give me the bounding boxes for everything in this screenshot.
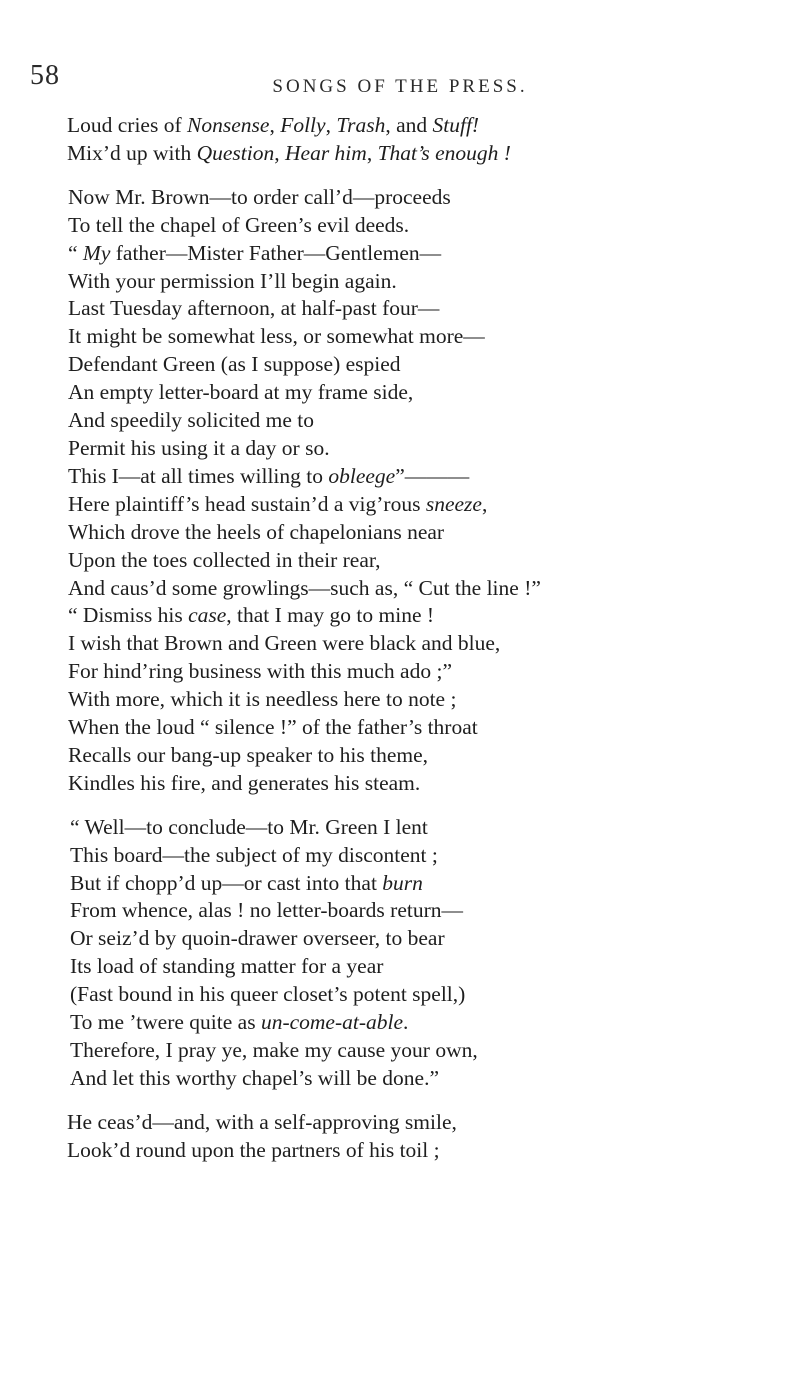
text-segment: With more, which it is needless here to note ;: [68, 687, 457, 712]
poem-line: [0, 140, 800, 168]
text-segment: Upon the toes collected in their rear,: [68, 547, 381, 572]
text-segment: ,: [366, 140, 378, 165]
poem-line: [0, 1037, 800, 1065]
italic-text: un-come-at-able: [260, 1010, 404, 1035]
text-segment: “ Dismiss his: [68, 603, 189, 628]
text-segment: Look’d round upon the partners of his toil ;: [67, 1137, 440, 1162]
poem-line: [0, 658, 800, 686]
poem-line: [0, 1065, 800, 1093]
text-segment: ”———: [395, 463, 470, 488]
text-segment: I wish that Brown and Green were black and blue,: [68, 631, 501, 656]
text-segment: Mix’d up with: [67, 140, 197, 165]
text-segment: ,: [325, 113, 337, 137]
text-segment: And let this worthy chapel’s will be done.”: [70, 1065, 440, 1090]
italic-text: That’s enough !: [377, 140, 511, 165]
text-segment: Kindles his fire, and generates his steam.: [68, 770, 421, 795]
italic-text: Question: [196, 140, 275, 165]
text-segment: Therefore, I pray ye, make my cause your own,: [70, 1038, 478, 1062]
text-segment: Its load of standing matter for a year: [70, 954, 384, 979]
poem-line: [0, 742, 800, 770]
text-segment: To tell the chapel of Green’s evil deeds.: [68, 212, 410, 237]
stanza: [0, 112, 800, 168]
italic-text: sneeze: [425, 491, 482, 516]
text-segment: “ Well—to conclude—to Mr. Green I lent: [70, 814, 428, 839]
text-segment: , and: [385, 113, 433, 137]
poem-line: [0, 295, 800, 323]
poem-line: [0, 897, 800, 925]
poem-line: [0, 870, 800, 898]
poem-line: [0, 491, 800, 519]
poem-line: [0, 240, 800, 268]
text-segment: , that I may go to mine !: [226, 603, 435, 628]
text-segment: Defendant Green (as I suppose) espied: [68, 352, 401, 377]
poem-line: [0, 519, 800, 547]
poem-line: [0, 351, 800, 379]
stanza: [0, 814, 800, 1093]
running-head: SONGS OF THE PRESS.: [272, 76, 528, 97]
italic-text: Hear him: [285, 140, 367, 165]
text-segment: ,: [274, 140, 285, 165]
text-segment: This board—the subject of my discontent ;: [70, 842, 438, 867]
poem-line: [0, 842, 800, 870]
poem-line: [0, 435, 800, 463]
italic-text: case: [188, 603, 227, 628]
text-segment: And caus’d some growlings—such as, “ Cut the line !”: [68, 575, 541, 600]
text-segment: (Fast bound in his queer closet’s potent spell,): [70, 982, 466, 1007]
poem-line: [0, 1109, 800, 1137]
text-segment: It might be somewhat less, or somewhat more—: [68, 324, 485, 349]
text-segment: From whence, alas ! no letter-boards return—: [70, 898, 464, 923]
text-segment: He ceas’d—and, with a self-approving smile,: [67, 1109, 457, 1134]
text-segment: Recalls our bang-up speaker to his theme,: [68, 742, 429, 767]
poem-line: [0, 1137, 800, 1165]
poem-line: [0, 925, 800, 953]
poem-line: [0, 630, 800, 658]
text-segment: ,: [269, 113, 281, 137]
italic-text: obleege: [328, 463, 396, 488]
page-number: 58: [30, 60, 60, 91]
text-segment: Which drove the heels of chapelonians near: [68, 519, 445, 544]
text-segment: ,: [481, 491, 488, 516]
text-segment: “: [68, 240, 83, 265]
text-segment: Loud cries of: [67, 113, 188, 137]
text-segment: For hind’ring business with this much ado ;”: [68, 659, 452, 684]
poem-line: [0, 212, 800, 240]
poem-line: [0, 463, 800, 491]
poem-line: [0, 184, 800, 212]
poem-line: [0, 602, 800, 630]
poem-line: [0, 814, 800, 842]
text-segment: Here plaintiff’s head sustain’d a vig’rous: [68, 491, 426, 516]
poem-line: [0, 686, 800, 714]
poem-line: [0, 1009, 800, 1037]
text-segment: .: [403, 1010, 409, 1035]
poem-line: [0, 268, 800, 296]
text-segment: Now Mr. Brown—to order call’d—proceeds: [68, 184, 451, 209]
poem-line: [0, 323, 800, 351]
italic-text: Trash: [336, 113, 386, 137]
italic-text: My: [82, 240, 111, 265]
text-segment: To me ’twere quite as: [70, 1010, 261, 1035]
stanza: [0, 184, 800, 798]
text-segment: Permit his using it a day or so.: [68, 435, 330, 460]
poem-line: [0, 547, 800, 575]
poem-body: [0, 112, 800, 1165]
poem-line: [0, 953, 800, 981]
poem-line: [0, 407, 800, 435]
italic-text: Folly: [280, 113, 326, 137]
poem-line: [0, 379, 800, 407]
poem-line: [0, 575, 800, 603]
poem-line: [0, 112, 800, 140]
text-segment: With your permission I’ll begin again.: [68, 268, 397, 293]
text-segment: father—Mister Father—Gentlemen—: [110, 240, 442, 265]
poem-line: [0, 714, 800, 742]
italic-text: Stuff!: [432, 113, 480, 137]
text-segment: Or seiz’d by quoin-drawer overseer, to bear: [70, 926, 445, 951]
italic-text: Nonsense: [187, 113, 270, 137]
stanza: [0, 1109, 800, 1165]
text-segment: An empty letter-board at my frame side,: [68, 380, 414, 405]
poem-line: [0, 770, 800, 798]
text-segment: When the loud “ silence !” of the father’s throat: [68, 715, 478, 740]
text-segment: And speedily solicited me to: [68, 408, 315, 433]
italic-text: burn: [382, 870, 423, 895]
text-segment: Last Tuesday afternoon, at half-past four—: [68, 296, 440, 321]
text-segment: But if chopp’d up—or cast into that: [70, 870, 383, 895]
poem-line: [0, 981, 800, 1009]
text-segment: This I—at all times willing to: [68, 463, 329, 488]
